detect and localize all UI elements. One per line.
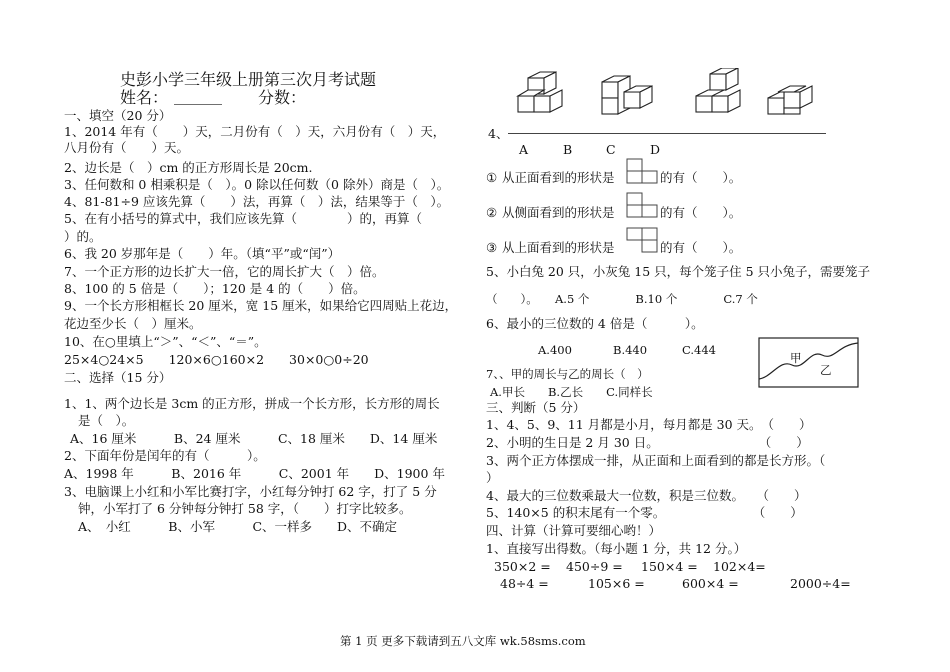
question-line: 1、2014 年有（ ）天，二月份有（ ）天，六月份有（ ）天， [64, 124, 446, 139]
question-line: ）的。 [64, 229, 102, 244]
cube-figure-b [602, 76, 652, 114]
question-line: 花边至少长（ ）厘米。 [64, 316, 202, 331]
cube-option-c: C [606, 142, 616, 157]
section-fill-heading: 一、填空（20 分） [64, 108, 172, 123]
page-footer: 第 1 页 更多下载请到五八文库 wk.58sms.com [340, 634, 586, 648]
question-line: 2、下面年份是闰年的有（ ）。 [64, 448, 266, 463]
question-line: 10、在○里填上“＞”、“＜”、“＝”。 [64, 334, 267, 349]
cube-option-a: A [519, 142, 529, 157]
question-line: 3、电脑课上小红和小军比赛打字，小红每分钟打 62 字，打了 5 分 [64, 484, 437, 499]
section-calc-heading: 四、计算（计算可要细心哟！） [486, 523, 662, 538]
score-label: 分数： [258, 88, 307, 107]
question-line: 钟，小军打了 6 分钟每分钟打 58 字，（ ）打字比较多。 [78, 501, 412, 516]
top-view-shape [626, 227, 658, 253]
calc-instruction: 1、直接写出得数。（每小题 1 分，共 12 分。） [486, 541, 747, 556]
q6-option-c: C.444 [682, 343, 716, 357]
question-line: 是（ ）。 [78, 413, 135, 428]
q4-sub-1-circle: ① [486, 170, 498, 185]
q4-sub-3-answer: 的有（ ）。 [660, 240, 742, 255]
question-line: 2、边长是（ ）cm 的正方形周长是 20cm. [64, 160, 313, 175]
calc-item: 2000÷4= [790, 576, 851, 591]
q5-line: 5、小白兔 20 只，小灰兔 15 只，每个笼子住 5 只小兔子，需要笼子 [486, 264, 871, 279]
judge-line: 1、4、5、9、11 月都是小月，每月都是 30 天。 （ ） [486, 417, 812, 432]
cube-figure-c [696, 68, 740, 112]
q4-sub-3-text: 从上面看到的形状是 [502, 240, 615, 255]
option-line: A、1998 年 B、2016 年 C、2001 年 D、1900 年 [64, 466, 445, 481]
q4-sub-3-circle: ③ [486, 240, 498, 255]
calc-item: 48÷4 = [500, 576, 549, 591]
q4-sub-1-answer: 的有（ ）。 [660, 170, 742, 185]
question-line: 八月份有（ ）天。 [64, 140, 190, 155]
front-view-shape [626, 158, 658, 184]
judge-line: 2、小明的生日是 2 月 30 日。 （ ） [486, 435, 809, 450]
option-line: A、 小红 B、小军 C、一样多 D、不确定 [78, 519, 398, 534]
question-line: 6、我 20 岁那年是（ ）年。（填“平”或“闰”） [64, 246, 341, 261]
judge-line: 4、最大的三位数乘最大一位数，积是三位数。 （ ） [486, 488, 807, 503]
q6-option-a: A.400 [538, 343, 572, 357]
q5-options: （ ）。 A.5 个 B.10 个 C.7 个 [486, 292, 758, 306]
question-line: 25×4○24×5 120×6○160×2 30×0○0÷20 [64, 352, 369, 367]
question-line: 3、任何数和 0 相乘积是（ ）。0 除以任何数（0 除外）商是（ ）。 [64, 177, 450, 192]
q4-label: 4、 [488, 126, 509, 141]
side-view-shape [626, 192, 658, 218]
calc-item: 450÷9 = [566, 559, 623, 574]
cube-figure-d [768, 86, 812, 114]
q7-line: 7、、甲的周长与乙的周长（ ） [486, 367, 649, 381]
cube-option-d: D [650, 142, 661, 157]
q4-sub-2-text: 从侧面看到的形状是 [502, 205, 615, 220]
judge-line: ） [486, 470, 499, 485]
question-line: 4、81-81÷9 应该先算（ ）法，再算（ ）法，结果等于（ ）。 [64, 194, 450, 209]
question-line: 1、1、两个边长是 3cm 的正方形，拼成一个长方形，长方形的周长 [64, 396, 440, 411]
option-line: A、16 厘米 B、24 厘米 C、18 厘米 D、14 厘米 [70, 431, 438, 446]
q4-sub-2-circle: ② [486, 205, 498, 220]
section-judge-heading: 三、判断（5 分） [486, 400, 586, 415]
judge-line: 5、140×5 的积末尾有一个零。 （ ） [486, 505, 803, 520]
calc-item: 102×4= [713, 559, 766, 574]
question-line: 5、在有小括号的算式中，我们应该先算（ ）的，再算（ [64, 211, 422, 226]
name-label: 姓名： [120, 88, 169, 107]
judge-line: 3、两个正方体摆成一排，从正面和上面看到的都是长方形。（ [486, 453, 826, 468]
q6-line: 6、最小的三位数的 4 倍是（ ）。 [486, 316, 704, 331]
name-blank: ______ [174, 86, 222, 105]
exam-title: 史彭小学三年级上册第三次月考试题 [120, 70, 377, 89]
cube-figures [510, 68, 830, 130]
cube-figure-a [518, 72, 562, 112]
figure-label-yi: 乙 [820, 363, 832, 377]
q4-sub-2-answer: 的有（ ）。 [660, 205, 742, 220]
section-choice-heading: 二、选择（15 分） [64, 370, 172, 385]
question-line: 7、一个正方形的边长扩大一倍，它的周长扩大（ ）倍。 [64, 264, 385, 279]
q6-option-b: B.440 [613, 343, 648, 357]
cube-divider [508, 133, 826, 134]
cube-option-b: B [563, 142, 573, 157]
calc-item: 600×4 = [682, 576, 739, 591]
calc-item: 150×4 = [641, 559, 698, 574]
q4-sub-1-text: 从正面看到的形状是 [502, 170, 615, 185]
figure-label-jia: 甲 [790, 351, 802, 365]
calc-item: 105×6 = [588, 576, 645, 591]
question-line: 9、一个长方形相框长 20 厘米，宽 15 厘米，如果给它四周贴上花边， [64, 298, 458, 313]
perimeter-figure [758, 337, 860, 389]
q7-options: A.甲长 B.乙长 C.同样长 [490, 385, 653, 399]
question-line: 8、100 的 5 倍是（ ）；120 是 4 的（ ）倍。 [64, 281, 366, 296]
calc-item: 350×2 = [494, 559, 551, 574]
